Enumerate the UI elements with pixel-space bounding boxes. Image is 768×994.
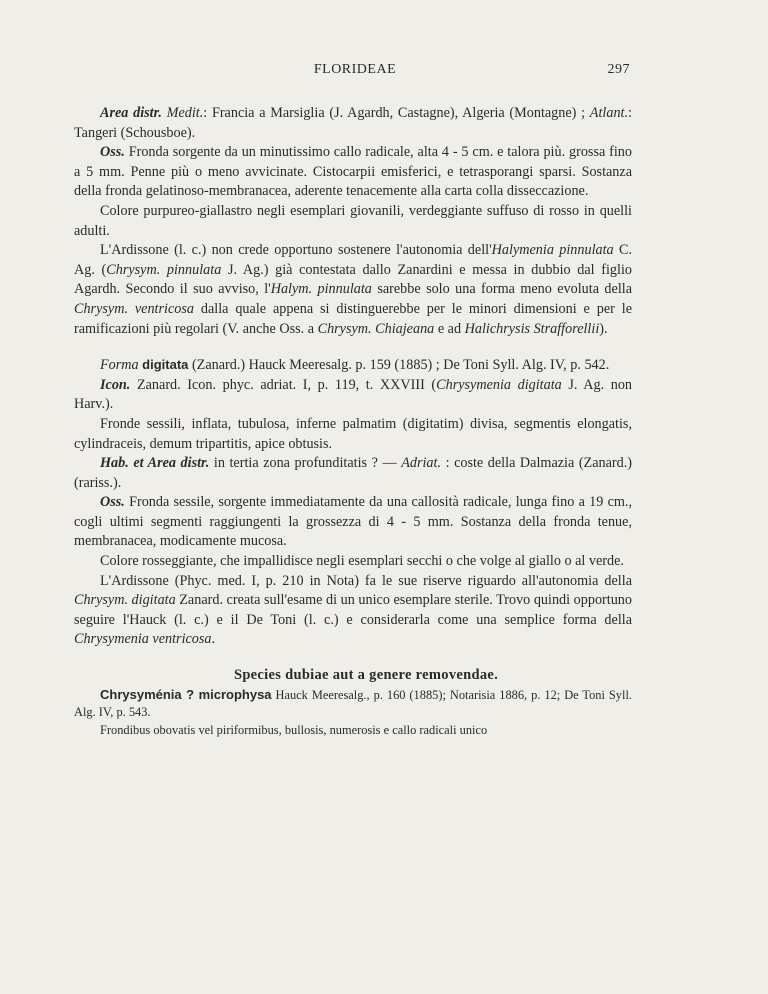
running-header <box>80 62 630 82</box>
spacer <box>74 339 632 355</box>
paragraph-colore-1: Colore purpureo-giallastro negli esemplari giovanili, verdeggiante suffuso di rosso in quelli adulti. <box>74 202 632 239</box>
paragraph-frondibus: Frondibus obovatis vel piriformibus, bullosis, numerosis e callo radicali unico <box>100 722 488 737</box>
paragraph-oss-2: Oss. Fronda sessile, sorgente immediatamente da una callosità radicale, lunga fino a 19 cm., cogli ultimi segmenti raggiungenti la grossezza di 4 - 5 mm. Sostanza della fronda tenue, membranacea, modicamente mucosa. <box>74 494 632 550</box>
section-heading: Species dubiae aut a genere removendae. <box>233 667 499 684</box>
paragraph-ardissone-2: L'Ardissone (Phyc. med. I, p. 210 in Nota) fa le sue riserve riguardo all'autonomia della Chrysym. digitata Zanard. creata sull'esame di un unico esemplare sterile. Trovo quindi opportuno seguire l'Hauck (l. c.) e il De Toni (l. c.) e considerarla come una semplice forma della Chrysymenia ventricosa. <box>74 572 632 648</box>
paragraph-area-distr: Area distr. Medit.: Francia a Marsiglia (J. Agardh, Castagne), Algeria (Montagne) ; Atlant.: Tangeri (Schousboe). <box>74 105 632 141</box>
paragraph-hab-area: Hab. et Area distr. in tertia zona profunditatis ? — Adriat. : coste della Dalmazia (Zanard.) (rariss.). <box>74 455 633 491</box>
paragraph-icon: Icon. Zanard. Icon. phyc. adriat. I, p. 119, t. XXVIII (Chrysymenia digitata J. Ag. non Harv.). <box>74 376 633 413</box>
paragraph-colore-2: Colore rosseggiante, che impallidisce negli esemplari secchi o che volge al giallo o al verde. <box>100 553 624 570</box>
spacer <box>74 650 632 666</box>
paragraph-forma-digitata: Forma digitata (Zanard.) Hauck Meeresalg. p. 159 (1885) ; De Toni Syll. Alg. IV, p. 542. <box>100 357 610 374</box>
paragraph-oss-1: Oss. Fronda sorgente da un minutissimo callo radicale, alta 4 - 5 cm. e talora più. grossa fino a 5 mm. Penne più o meno avvicinate. Cistocarpii emisferici, e tetrasporangi sparsi. Sostanza della fronda gelatinoso-membranacea, aderente tenacemente alla carta colla disseccazione. <box>74 144 632 200</box>
paragraph-ardissone-1: L'Ardissone (l. c.) non crede opportuno sostenere l'autonomia dell'Halymenia pinnulata C. Ag. (Chrysym. pinnulata J. Ag.) già contestata dallo Zanardini e messa in dubbio dal figlio Agardh. Secondo il suo avviso, l'Halym. pinnulata sarebbe solo una forma meno evoluta della Chrysym. ventricosa dalla quale appena si distinguerebbe per le minori dimensioni e per le ramificazioni più regolari (V. anche Oss. a Chrysym. Chiajeana e ad Halichrysis Strafforellii). <box>74 242 633 337</box>
running-title: FLORIDEAE <box>313 62 397 77</box>
paragraph-latin-description: Fronde sessili, inflata, tubulosa, inferne palmatim (digitatim) divisa, segmentis elongatis, cylindraceis, demum tripartitis, apice obtusis. <box>74 415 632 452</box>
page-number: 297 <box>607 62 630 77</box>
paragraph-microphysa: Chrysyménia ? microphysa Hauck Meeresalg., p. 160 (1885); Notarisia 1886, p. 12; De Toni Syll. Alg. IV, p. 543. <box>74 686 632 720</box>
text-body <box>74 104 632 739</box>
